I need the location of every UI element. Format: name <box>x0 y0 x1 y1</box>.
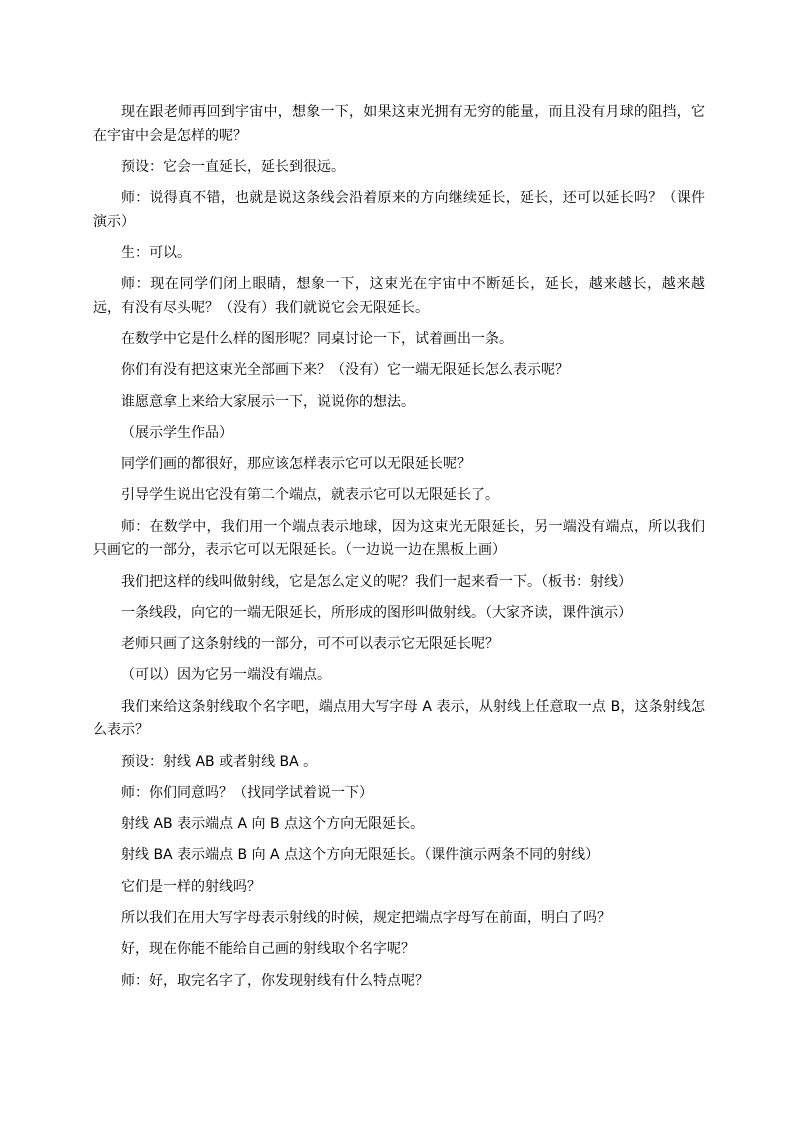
paragraph: 师：在数学中，我们用一个端点表示地球，因为这束光无限延长，另一端没有端点，所以我们只画它的一部分，表示它可以无限延长。（一边说一边在黑板上画） <box>93 518 705 559</box>
paragraph: 生：可以。 <box>121 244 191 261</box>
paragraph: 预设：射线 AB 或者射线 BA 。 <box>121 753 318 770</box>
paragraph: 射线 AB 表示端点 A 向 B 点这个方向无限延长。 <box>121 816 425 833</box>
paragraph: 同学们画的都很好，那应该怎样表示它可以无限延长呢？ <box>121 456 471 473</box>
paragraph: 你们有没有把这束光全部画下来？（没有）它一端无限延长怎么表示呢？ <box>121 362 569 379</box>
document-body <box>93 101 705 1001</box>
paragraph: 师：现在同学们闭上眼睛，想象一下，这束光在宇宙中不断延长，延长，越来越长，越来越远，有没有尽头呢？（没有）我们就说它会无限延长。 <box>93 276 705 316</box>
paragraph: 师：你们同意吗？（找同学试着说一下） <box>121 784 373 801</box>
paragraph: 预设：它会一直延长，延长到很远。 <box>121 158 345 175</box>
paragraph: 师：说得真不错，也就是说这条线会沿着原来的方向继续延长，延长，还可以延长吗？（课件演示） <box>93 190 705 230</box>
paragraph: 在数学中它是什么样的图形呢？同桌讨论一下，试着画出一条。 <box>121 330 513 347</box>
paragraph: 师：好，取完名字了，你发现射线有什么特点呢？ <box>121 972 429 989</box>
paragraph: 引导学生说出它没有第二个端点，就表示它可以无限延长了。 <box>121 487 499 504</box>
paragraph: 好，现在你能不能给自己画的射线取个名字呢？ <box>121 941 415 958</box>
paragraph: 谁愿意拿上来给大家展示一下，说说你的想法。 <box>121 393 415 410</box>
paragraph: （展示学生作品） <box>121 424 233 441</box>
paragraph: 我们来给这条射线取个名字吧，端点用大写字母 A 表示，从射线上任意取一点 B，这条射线怎么表示？ <box>93 698 705 739</box>
paragraph: 我们把这样的线叫做射线，它是怎么定义的呢？我们一起来看一下。（板书：射线） <box>121 573 632 590</box>
paragraph: 射线 BA 表示端点 B 向 A 点这个方向无限延长。（课件演示两条不同的射线） <box>121 847 600 864</box>
paragraph: （可以）因为它另一端没有端点。 <box>121 667 331 684</box>
paragraph: 所以我们在用大写字母表示射线的时候，规定把端点字母写在前面，明白了吗？ <box>121 910 611 927</box>
paragraph: 它们是一样的射线吗？ <box>121 878 261 895</box>
paragraph: 一条线段，向它的一端无限延长，所形成的图形叫做射线。（大家齐读，课件演示） <box>121 604 632 621</box>
paragraph: 现在跟老师再回到宇宙中，想象一下，如果这束光拥有无穷的能量，而且没有月球的阻挡，它在宇宙中会是怎样的呢？ <box>93 104 705 144</box>
paragraph: 老师只画了这条射线的一部分，可不可以表示它无限延长呢？ <box>121 636 499 653</box>
